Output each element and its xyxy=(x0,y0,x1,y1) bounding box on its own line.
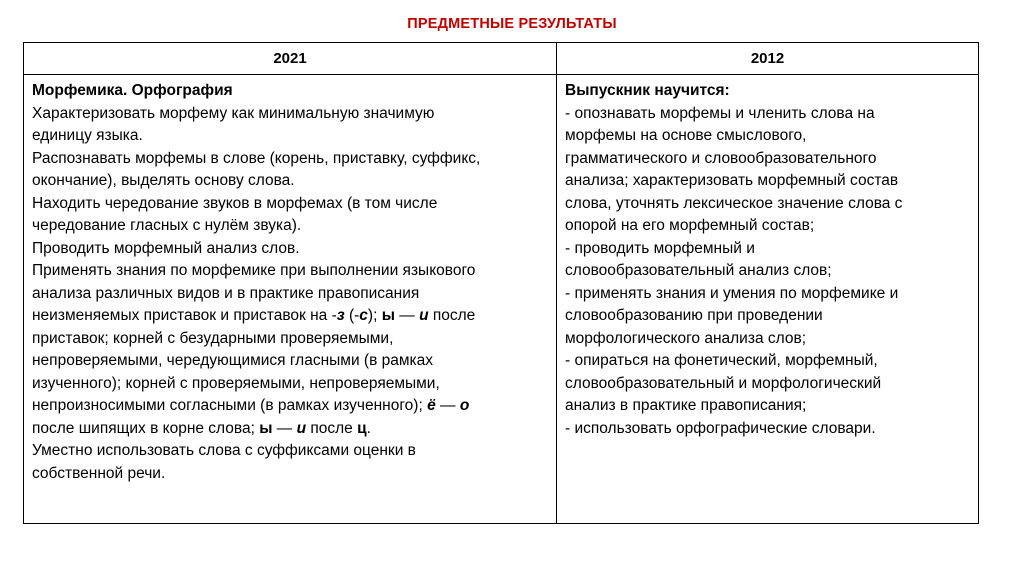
text-line: морфологического анализа слов; xyxy=(565,329,807,347)
letter-y: ы xyxy=(259,419,273,437)
text-fragment: неизменяемых приставок и приставок на - xyxy=(32,307,337,324)
text-line: анализа; характеризовать морфемный состав xyxy=(565,172,899,189)
text-line: изученного); корней с проверяемыми, непроверяемыми, xyxy=(32,374,440,392)
section-heading: Морфемика. Орфография xyxy=(32,82,233,99)
table-header-row xyxy=(24,43,979,75)
text-line: Проводить морфемный анализ слов. xyxy=(32,239,300,257)
text-line: Уместно использовать слова с суффиксами оценки в xyxy=(32,442,416,459)
text-line: морфемы на основе смыслового, xyxy=(565,127,807,144)
dash: — xyxy=(272,419,297,437)
letter-i: и xyxy=(296,419,307,437)
text-line: слова, уточнять лексическое значение слова с xyxy=(565,194,903,212)
text-line: анализ в практике правописания; xyxy=(565,397,807,414)
text-line: - использовать орфографические словари. xyxy=(565,419,876,437)
column-header-2021: 2021 xyxy=(24,43,557,75)
text-line: - проводить морфемный и xyxy=(565,239,755,257)
text-fragment: . xyxy=(366,419,371,437)
text-line: словообразовательный анализ слов; xyxy=(565,262,832,279)
text-line: Находить чередование звуков в морфемах (в том числе xyxy=(32,194,438,212)
text-line: - опираться на фонетический, морфемный, xyxy=(565,352,878,369)
letter-ts: ц xyxy=(357,419,367,437)
column-header-2012: 2012 xyxy=(557,43,979,75)
text-line: окончание), выделять основу слова. xyxy=(32,172,295,189)
text-line xyxy=(32,418,550,441)
letter-o: о xyxy=(459,397,470,414)
text-line: единицу языка. xyxy=(32,127,143,144)
text-line: Применять знания по морфемике при выполнении языкового xyxy=(32,262,476,279)
text-fragment: непроизносимыми согласными (в рамках изученного); xyxy=(32,397,423,414)
text-line: собственной речи. xyxy=(32,464,166,482)
text-line xyxy=(32,395,550,418)
letter-y: ы xyxy=(381,307,395,324)
text-line: Характеризовать морфему как минимальную значимую xyxy=(32,104,435,122)
cell-2021 xyxy=(24,75,557,524)
letter-yo: ё xyxy=(427,397,436,414)
results-table xyxy=(23,42,979,524)
text-line: грамматического и словообразовательного xyxy=(565,149,877,167)
dash: — xyxy=(435,397,460,414)
text-line: приставок; корней с безударными проверяемыми, xyxy=(32,329,394,347)
letter-z: з xyxy=(336,307,345,324)
page-title: ПРЕДМЕТНЫЕ РЕЗУЛЬТАТЫ xyxy=(407,16,617,32)
text-line: Распознавать морфемы в слове (корень, приставку, суффикс, xyxy=(32,149,481,167)
table-row xyxy=(24,75,979,524)
text-line: непроверяемыми, чередующимися гласными (в рамках xyxy=(32,352,434,369)
text-line: опорой на его морфемный состав; xyxy=(565,217,815,234)
text-line: словообразованию при проведении xyxy=(565,307,823,324)
text-line: словообразовательный и морфологический xyxy=(565,374,882,392)
text-fragment: после xyxy=(428,307,476,324)
text-fragment: ); xyxy=(367,307,378,324)
text-fragment: после xyxy=(306,419,358,437)
text-line: анализа различных видов и в практике правописания xyxy=(32,284,420,302)
text-line: - применять знания и умения по морфемике и xyxy=(565,284,899,302)
section-heading: Выпускник научится: xyxy=(565,82,730,99)
text-line: чередование гласных с нулём звука). xyxy=(32,217,302,234)
text-line xyxy=(32,305,550,328)
letter-i: и xyxy=(419,307,429,324)
letter-s: с xyxy=(359,307,368,324)
text-fragment: после шипящих в корне слова; xyxy=(32,419,255,437)
dash: — xyxy=(394,307,420,324)
cell-2012 xyxy=(557,75,979,524)
text-fragment: (- xyxy=(344,307,360,324)
text-line: - опознавать морфемы и членить слова на xyxy=(565,104,875,122)
